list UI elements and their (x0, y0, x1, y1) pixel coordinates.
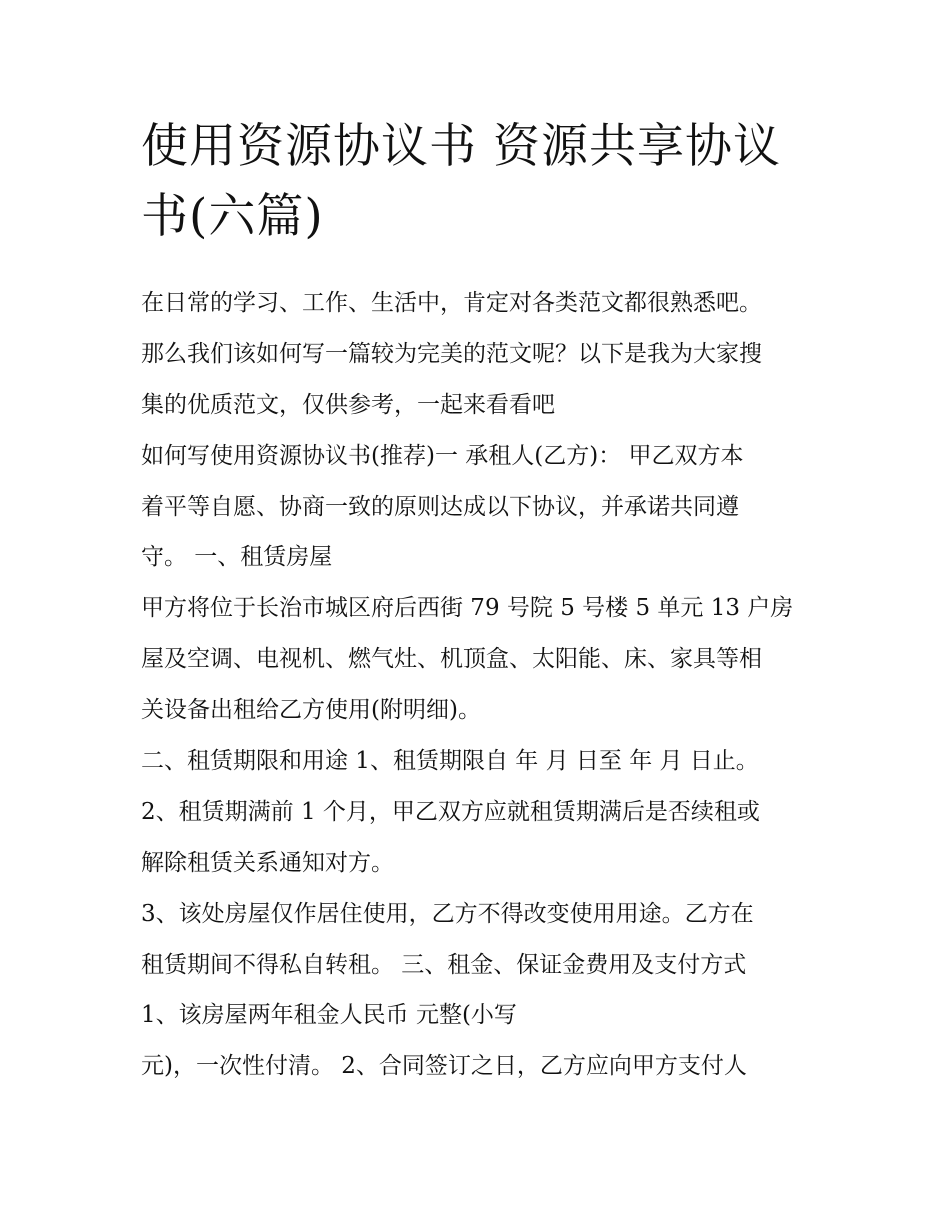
body-line: 那么我们该如何写一篇较为完美的范文呢？以下是我为大家搜 (141, 340, 762, 367)
title-line: 使用资源协议书 资源共享协议 (141, 119, 781, 174)
document-body (141, 278, 841, 1092)
body-line: 关设备出租给乙方使用(附明细)。 (141, 697, 481, 724)
body-line: 二、租赁期限和用途 1、租赁期限自 年 月 日至 年 月 日止。 (141, 748, 759, 775)
body-line: 租赁期间不得私自转租。 三、租金、保证金费用及支付方式 (141, 951, 747, 978)
body-line: 1、该房屋两年租金人民币 元整(小写 (141, 1002, 517, 1029)
body-line: 解除租赁关系通知对方。 (141, 849, 394, 876)
body-line: 2、租赁期满前 1 个月，甲乙双方应就租赁期满后是否续租或 (141, 798, 760, 825)
body-line: 守。 一、租赁房屋 (141, 544, 333, 571)
title-line: 书(六篇) (141, 189, 324, 244)
body-line: 3、该处房屋仅作居住使用，乙方不得改变使用用途。乙方在 (141, 900, 754, 927)
body-line: 甲方将位于长治市城区府后西街 79 号院 5 号楼 5 单元 13 户房 (141, 595, 794, 622)
body-line: 着平等自愿、协商一致的原则达成以下协议，并承诺共同遵 (141, 493, 739, 520)
body-line: 在日常的学习、工作、生活中，肯定对各类范文都很熟悉吧。 (141, 290, 762, 316)
body-line: 如何写使用资源协议书(推荐)一 承租人(乙方)： 甲乙双方本 (141, 442, 744, 469)
document-title (141, 112, 841, 252)
body-line: 集的优质范文，仅供参考，一起来看看吧 (141, 391, 555, 418)
body-line: 屋及空调、电视机、燃气灶、机顶盒、太阳能、床、家具等相 (141, 646, 762, 673)
body-line: 元)，一次性付清。 2、合同签订之日，乙方应向甲方支付人 (141, 1053, 747, 1080)
